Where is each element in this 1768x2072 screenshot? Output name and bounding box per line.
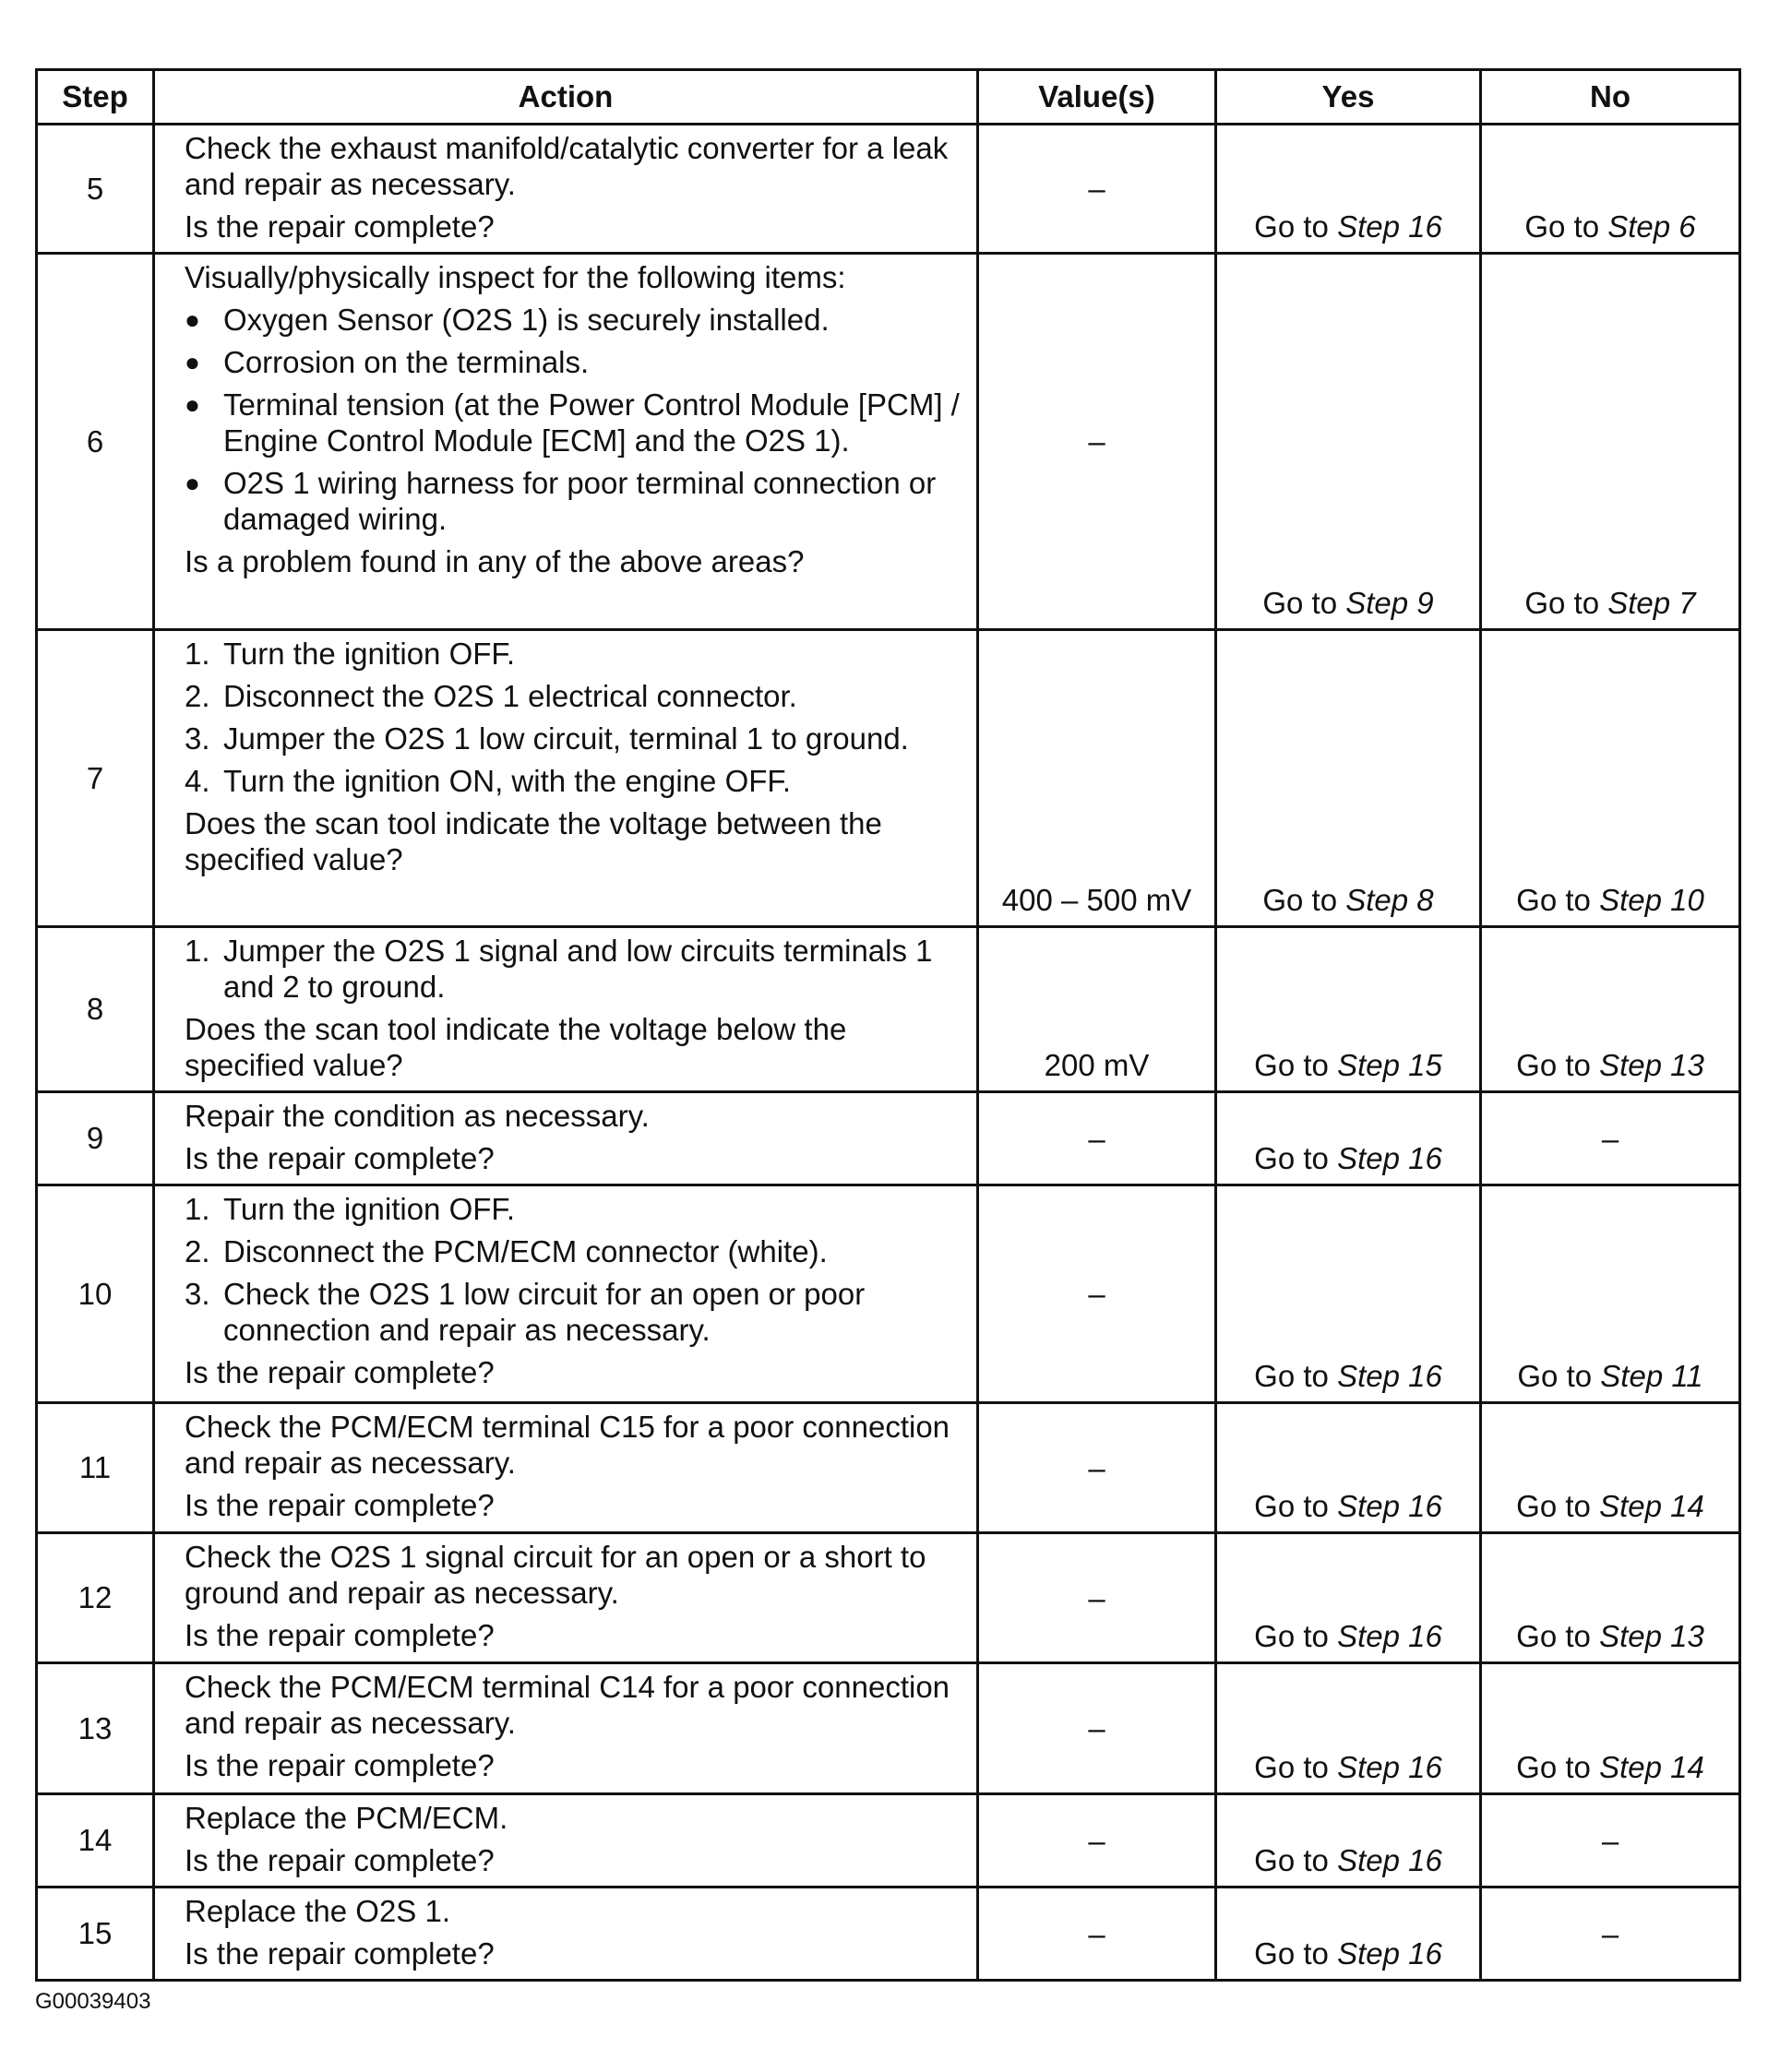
table-row <box>37 1663 1740 1794</box>
step-number: 15 <box>37 1887 154 1981</box>
numbered-item: 1. Jumper the O2S 1 signal and low circuits terminals 1 and 2 to ground. <box>185 934 933 1004</box>
goto-prefix: Go to <box>1254 209 1329 244</box>
numbered-item: 1. Turn the ignition OFF. <box>185 1192 516 1226</box>
action-question: Is the repair complete? <box>185 209 495 244</box>
goto-prefix: Go to <box>1516 883 1591 917</box>
table-row <box>37 927 1740 1092</box>
step-number: 13 <box>37 1663 154 1794</box>
table-row <box>37 630 1740 927</box>
goto-prefix: Go to <box>1517 1359 1593 1393</box>
yes-cell <box>1216 1794 1481 1887</box>
goto-prefix: Go to <box>1254 1048 1329 1082</box>
bullet-item: ● O2S 1 wiring harness for poor terminal connection or damaged wiring. <box>185 466 937 536</box>
action-text: Replace the PCM/ECM. <box>185 1801 508 1835</box>
step-number: 5 <box>37 125 154 254</box>
yes-cell <box>1216 1887 1481 1981</box>
table-row <box>37 1533 1740 1663</box>
bullet-icon: ● <box>185 348 200 376</box>
goto-prefix: Go to <box>1254 1359 1329 1393</box>
no-cell <box>1481 125 1740 254</box>
action-question: Does the scan tool indicate the voltage below the specified value? <box>185 1012 847 1082</box>
goto-prefix: Go to <box>1254 1936 1329 1971</box>
goto-prefix: Go to <box>1516 1619 1591 1653</box>
goto-prefix: Go to <box>1254 1843 1329 1877</box>
goto-step-link[interactable]: Step 14 <box>1599 1489 1704 1523</box>
goto-step-link[interactable]: Step 16 <box>1337 1359 1442 1393</box>
goto-step-link[interactable]: Step 16 <box>1337 1750 1442 1784</box>
value-cell: – <box>978 1663 1216 1794</box>
step-number: 14 <box>37 1794 154 1887</box>
goto-step-link[interactable]: Step 16 <box>1337 1141 1442 1175</box>
goto-prefix: Go to <box>1524 586 1600 620</box>
action-cell <box>154 1794 978 1887</box>
action-text: Check the O2S 1 signal circuit for an open or a short to ground and repair as necessary. <box>185 1540 926 1610</box>
value-cell: – <box>978 254 1216 630</box>
value-cell: – <box>978 1794 1216 1887</box>
goto-step-link[interactable]: Step 13 <box>1599 1048 1704 1082</box>
table-row <box>37 1092 1740 1185</box>
bullet-icon: ● <box>185 469 200 497</box>
figure-code: G00039403 <box>35 1989 151 2014</box>
goto-prefix: Go to <box>1516 1750 1591 1784</box>
header-action: Action <box>154 70 978 125</box>
goto-prefix: Go to <box>1262 586 1338 620</box>
no-cell: – <box>1481 1092 1740 1185</box>
header-no: No <box>1481 70 1740 125</box>
no-cell: – <box>1481 1794 1740 1887</box>
table-row <box>37 254 1740 630</box>
action-cell <box>154 1887 978 1981</box>
step-number: 10 <box>37 1185 154 1403</box>
action-question: Is the repair complete? <box>185 1488 495 1522</box>
action-text: Check the exhaust manifold/catalytic converter for a leak and repair as necessary. <box>185 131 949 201</box>
action-cell <box>154 1092 978 1185</box>
bullet-icon: ● <box>185 305 200 334</box>
goto-prefix: Go to <box>1254 1489 1329 1523</box>
bullet-item: ● Corrosion on the terminals. <box>185 345 590 379</box>
header-row <box>37 70 1740 125</box>
action-cell <box>154 125 978 254</box>
header-values: Value(s) <box>978 70 1216 125</box>
action-text: Check the PCM/ECM terminal C14 for a poor connection and repair as necessary. <box>185 1670 950 1740</box>
action-cell <box>154 927 978 1092</box>
no-cell <box>1481 1403 1740 1533</box>
yes-cell <box>1216 630 1481 927</box>
yes-cell <box>1216 254 1481 630</box>
goto-prefix: Go to <box>1254 1750 1329 1784</box>
goto-step-link[interactable]: Step 9 <box>1345 586 1434 620</box>
no-cell <box>1481 254 1740 630</box>
yes-cell <box>1216 125 1481 254</box>
action-text: Check the PCM/ECM terminal C15 for a poor connection and repair as necessary. <box>185 1410 950 1480</box>
value-cell: – <box>978 1887 1216 1981</box>
goto-prefix: Go to <box>1516 1489 1591 1523</box>
numbered-item: 2. Disconnect the O2S 1 electrical connector. <box>185 679 797 713</box>
value-cell: – <box>978 1092 1216 1185</box>
action-cell <box>154 1663 978 1794</box>
goto-step-link[interactable]: Step 11 <box>1600 1359 1703 1393</box>
table-row <box>37 1794 1740 1887</box>
goto-step-link[interactable]: Step 14 <box>1599 1750 1704 1784</box>
action-text: Visually/physically inspect for the following items: <box>185 260 846 294</box>
table-row <box>37 125 1740 254</box>
step-number: 6 <box>37 254 154 630</box>
action-cell <box>154 254 978 630</box>
numbered-item: 1. Turn the ignition OFF. <box>185 637 516 671</box>
yes-cell <box>1216 1092 1481 1185</box>
goto-prefix: Go to <box>1254 1619 1329 1653</box>
numbered-item: 3. Jumper the O2S 1 low circuit, terminal 1 to ground. <box>185 721 909 756</box>
table-row <box>37 1887 1740 1981</box>
table-row <box>37 1403 1740 1533</box>
goto-step-link[interactable]: Step 16 <box>1337 1489 1442 1523</box>
step-number: 12 <box>37 1533 154 1663</box>
goto-prefix: Go to <box>1254 1141 1329 1175</box>
action-question: Is a problem found in any of the above areas? <box>185 544 805 578</box>
step-number: 11 <box>37 1403 154 1533</box>
no-cell <box>1481 1185 1740 1403</box>
bullet-icon: ● <box>185 390 200 419</box>
action-cell <box>154 1185 978 1403</box>
goto-step-link[interactable]: Step 6 <box>1607 209 1696 244</box>
yes-cell <box>1216 1663 1481 1794</box>
no-cell <box>1481 927 1740 1092</box>
step-number: 9 <box>37 1092 154 1185</box>
yes-cell <box>1216 1403 1481 1533</box>
numbered-item: 3. Check the O2S 1 low circuit for an open or poor connection and repair as necessary. <box>185 1277 866 1347</box>
action-text: Repair the condition as necessary. <box>185 1099 650 1133</box>
action-cell <box>154 1533 978 1663</box>
value-cell: – <box>978 125 1216 254</box>
goto-prefix: Go to <box>1262 883 1338 917</box>
action-question: Is the repair complete? <box>185 1618 495 1652</box>
goto-step-link[interactable]: Step 16 <box>1337 209 1442 244</box>
action-cell <box>154 1403 978 1533</box>
action-question: Is the repair complete? <box>185 1141 495 1175</box>
value-cell: – <box>978 1185 1216 1403</box>
value-cell: 200 mV <box>978 927 1216 1092</box>
action-question: Does the scan tool indicate the voltage between the specified value? <box>185 806 882 876</box>
action-question: Is the repair complete? <box>185 1748 495 1782</box>
goto-step-link[interactable]: Step 16 <box>1337 1936 1442 1971</box>
yes-cell <box>1216 927 1481 1092</box>
goto-step-link[interactable]: Step 15 <box>1337 1048 1442 1082</box>
yes-cell <box>1216 1533 1481 1663</box>
goto-step-link[interactable]: Step 8 <box>1345 883 1434 917</box>
yes-cell <box>1216 1185 1481 1403</box>
goto-prefix: Go to <box>1524 209 1600 244</box>
step-number: 8 <box>37 927 154 1092</box>
goto-step-link[interactable]: Step 13 <box>1599 1619 1704 1653</box>
numbered-item: 2. Disconnect the PCM/ECM connector (white). <box>185 1234 828 1268</box>
header-yes: Yes <box>1216 70 1481 125</box>
bullet-item: ● Oxygen Sensor (O2S 1) is securely installed. <box>185 303 830 337</box>
goto-step-link[interactable]: Step 16 <box>1337 1619 1442 1653</box>
goto-step-link[interactable]: Step 7 <box>1607 586 1696 620</box>
value-cell: 400 – 500 mV <box>978 630 1216 927</box>
numbered-item: 4. Turn the ignition ON, with the engine OFF. <box>185 764 792 798</box>
action-cell <box>154 630 978 927</box>
goto-step-link[interactable]: Step 10 <box>1599 883 1704 917</box>
action-question: Is the repair complete? <box>185 1936 495 1971</box>
step-number: 7 <box>37 630 154 927</box>
action-question: Is the repair complete? <box>185 1843 495 1877</box>
no-cell <box>1481 1663 1740 1794</box>
bullet-item: ● Terminal tension (at the Power Control Module [PCM] / Engine Control Module [ECM] and the O2S 1). <box>185 387 960 458</box>
goto-prefix: Go to <box>1516 1048 1591 1082</box>
no-cell: – <box>1481 1887 1740 1981</box>
goto-step-link[interactable]: Step 16 <box>1337 1843 1442 1877</box>
diagnostic-table <box>35 68 1741 1982</box>
header-step: Step <box>37 70 154 125</box>
no-cell <box>1481 630 1740 927</box>
value-cell: – <box>978 1533 1216 1663</box>
value-cell: – <box>978 1403 1216 1533</box>
no-cell <box>1481 1533 1740 1663</box>
action-question: Is the repair complete? <box>185 1355 495 1389</box>
table-row <box>37 1185 1740 1403</box>
action-text: Replace the O2S 1. <box>185 1894 451 1928</box>
